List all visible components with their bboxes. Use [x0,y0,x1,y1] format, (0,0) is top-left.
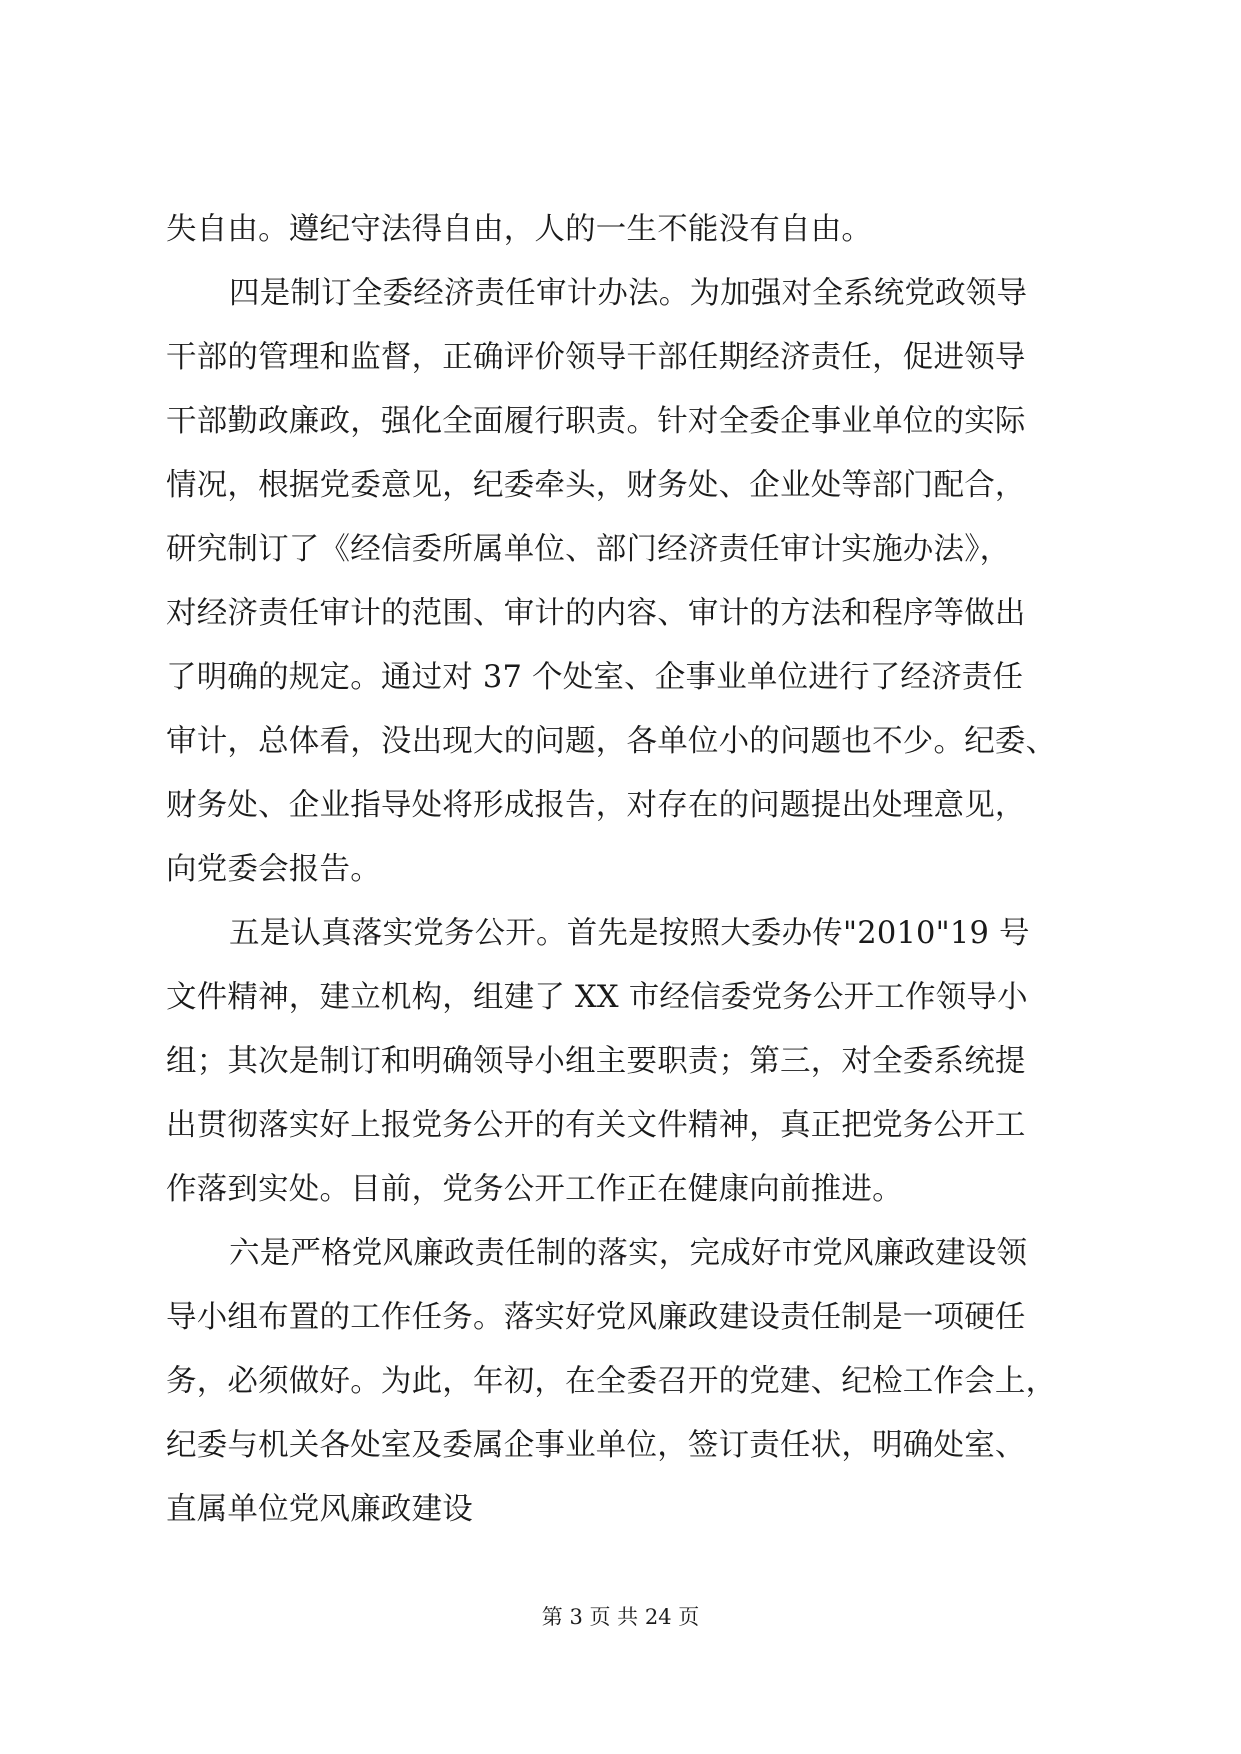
text-line: 情况，根据党委意见，纪委牵头，财务处、企业处等部门配合， [166,468,1026,503]
text-line: 四是制订全委经济责任审计办法。为加强对全系统党政领导 [229,276,1028,311]
text-line: 财务处、企业指导处将形成报告，对存在的问题提出处理意见， [166,788,1026,823]
text-line: 务，必须做好。为此，年初，在全委召开的党建、纪检工作会上， [166,1364,1057,1399]
text-line: 出贯彻落实好上报党务公开的有关文件精神，真正把党务公开工 [166,1108,1026,1143]
text-line: 五是认真落实党务公开。首先是按照大委办传"2010"19 号 [229,916,1030,951]
text-line: 向党委会报告。 [166,852,381,887]
text-line: 文件精神，建立机构，组建了 XX 市经信委党务公开工作领导小 [166,980,1028,1015]
text-line: 直属单位党风廉政建设 [166,1492,473,1527]
text-line: 导小组布置的工作任务。落实好党风廉政建设责任制是一项硬任 [166,1300,1026,1335]
page-footer [0,1602,1241,1632]
text-line: 纪委与机关各处室及委属企事业单位，签订责任状，明确处室、 [166,1428,1026,1463]
body-text [166,198,1086,1542]
text-line: 对经济责任审计的范围、审计的内容、审计的方法和程序等做出 [166,596,1026,631]
text-line: 了明确的规定。通过对 37 个处室、企事业单位进行了经济责任 [166,660,1024,695]
text-line: 组；其次是制订和明确领导小组主要职责；第三，对全委系统提 [166,1044,1026,1079]
text-line: 干部勤政廉政，强化全面履行职责。针对全委企事业单位的实际 [166,404,1026,439]
text-line: 作落到实处。目前，党务公开工作正在健康向前推进。 [166,1172,903,1207]
page-number-label: 第 3 页 共 24 页 [541,1605,700,1629]
text-line: 研究制订了《经信委所属单位、部门经济责任审计实施办法》， [166,532,1011,567]
text-line: 干部的管理和监督，正确评价领导干部任期经济责任，促进领导 [166,340,1026,375]
text-line: 失自由。遵纪守法得自由，人的一生不能没有自由。 [166,212,873,247]
text-line: 审计，总体看，没出现大的问题，各单位小的问题也不少。纪委、 [166,724,1057,759]
text-line: 六是严格党风廉政责任制的落实，完成好市党风廉政建设领 [229,1236,1028,1271]
